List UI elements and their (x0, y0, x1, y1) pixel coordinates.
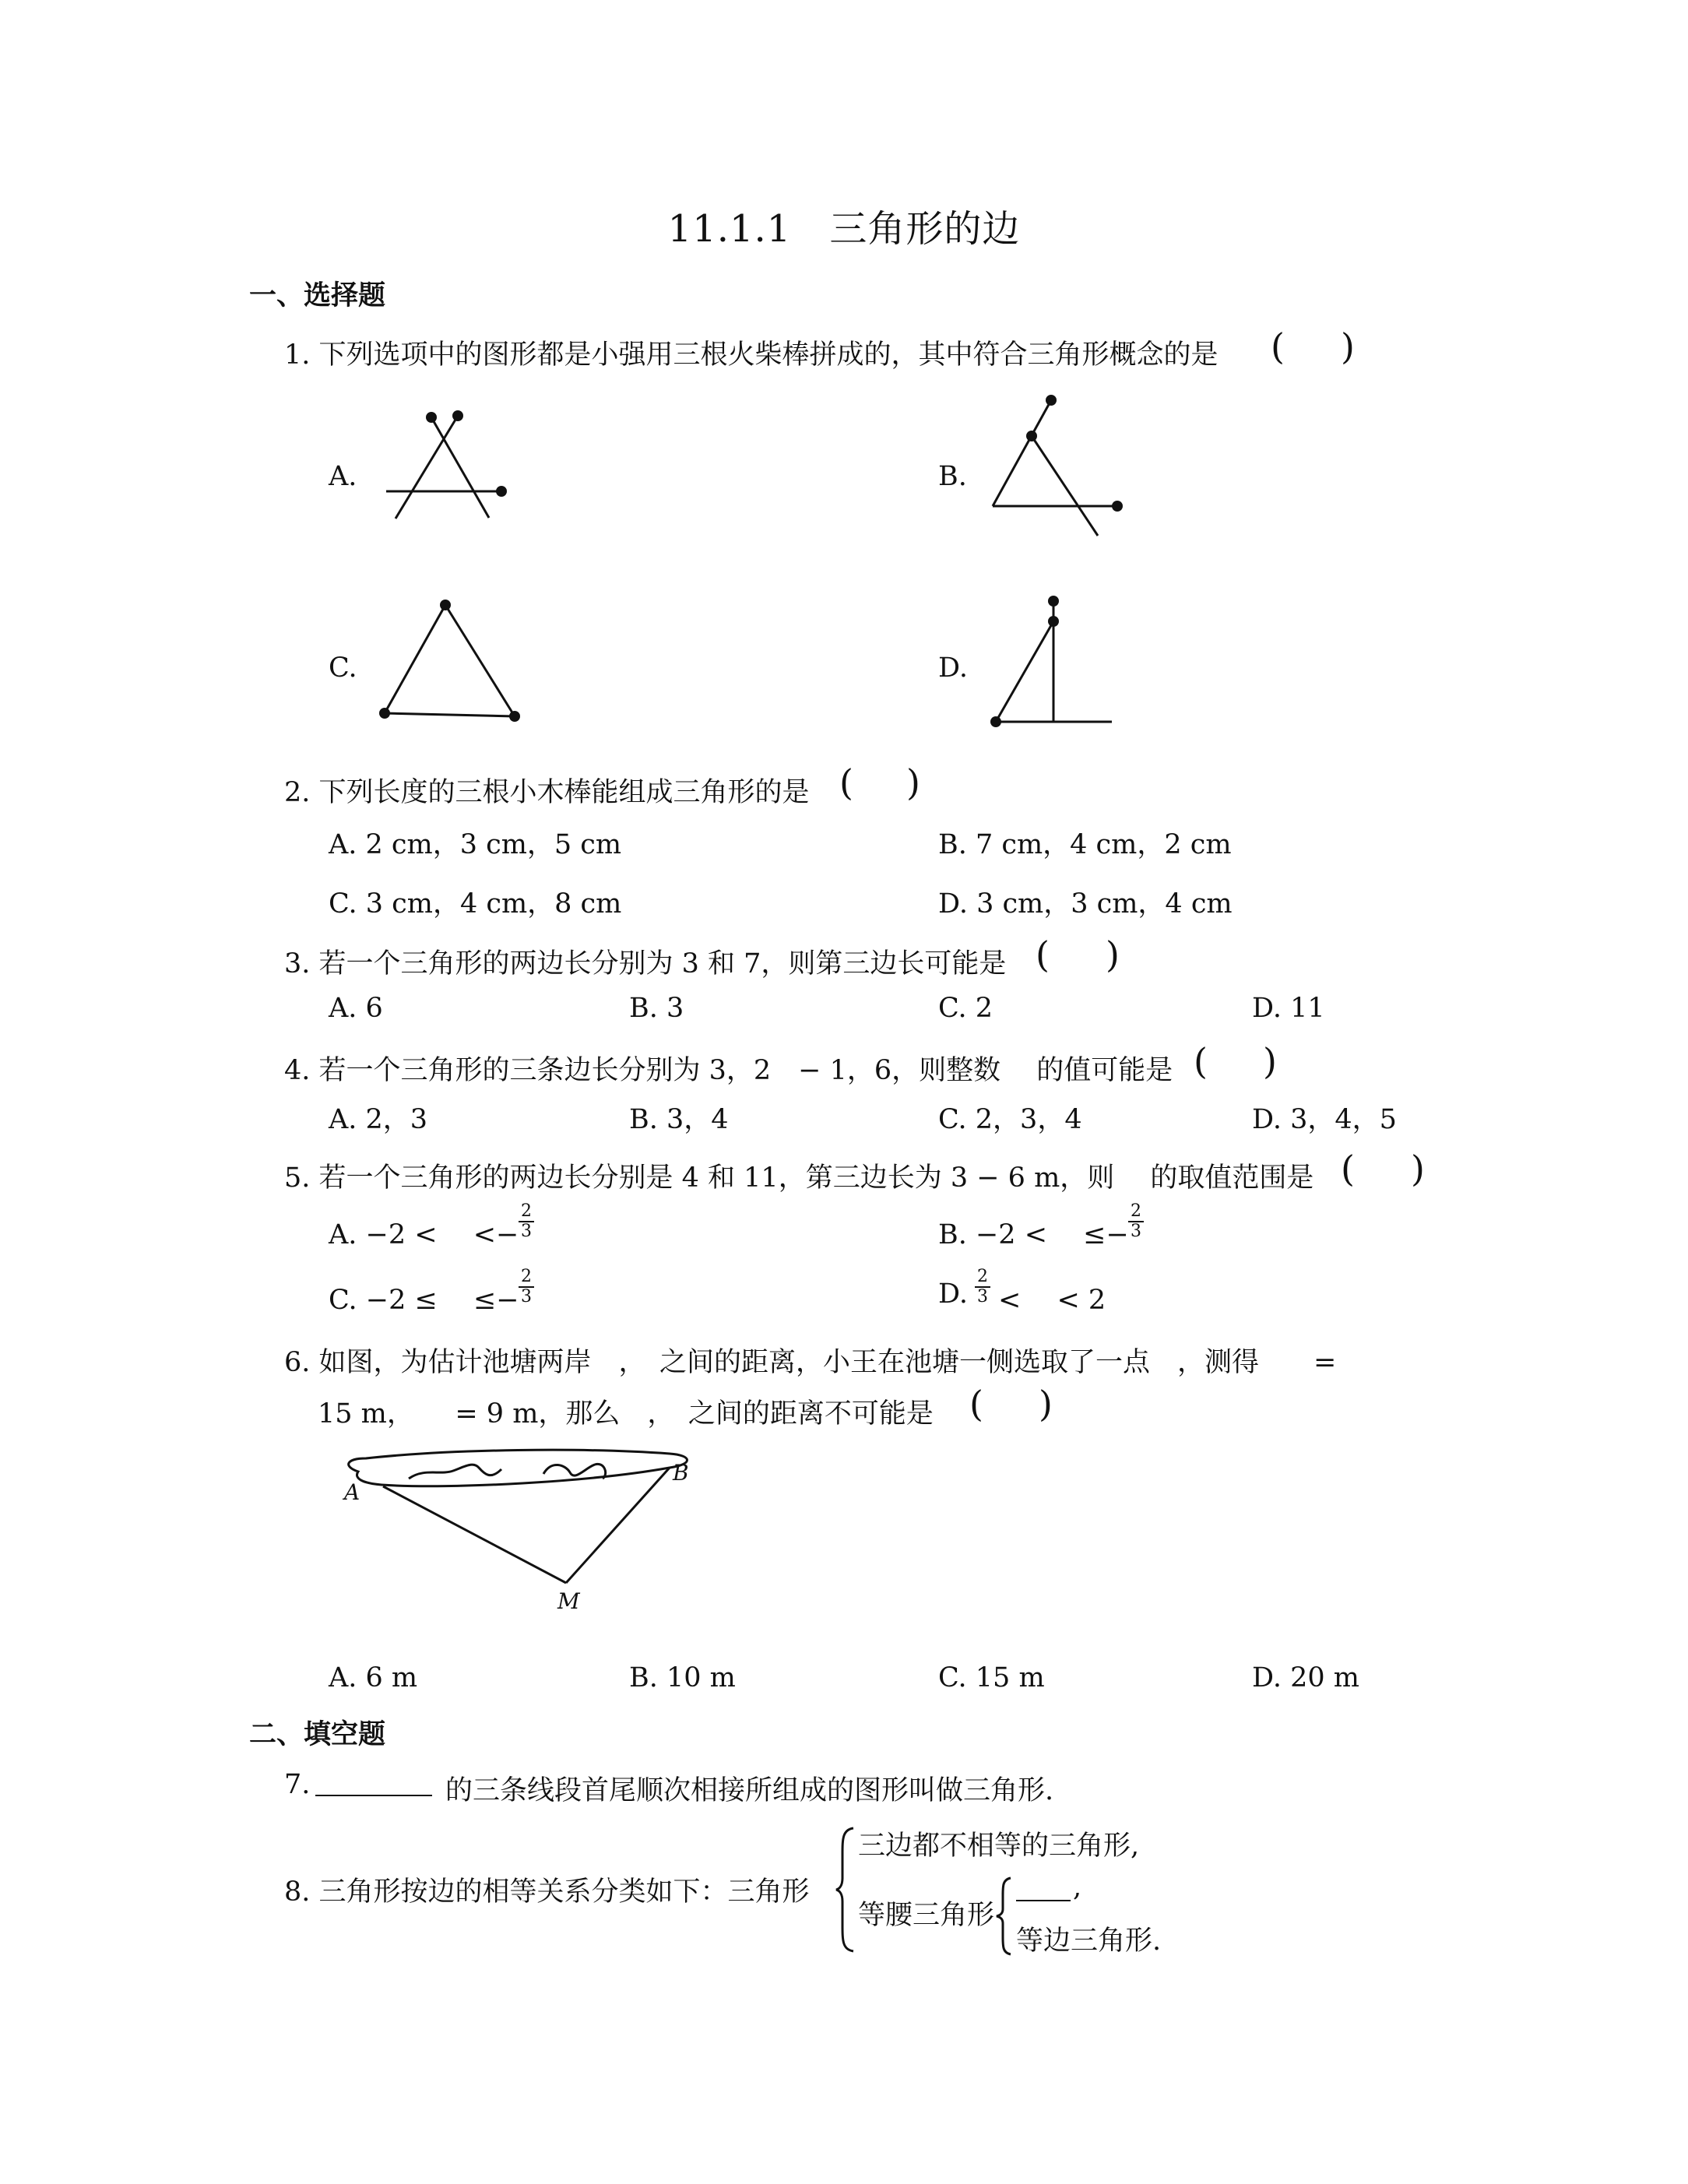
q3-option-a: A. 6 (329, 993, 383, 1024)
q5-option-d-suffix: < < 2 (998, 1285, 1106, 1316)
q1-figure-a (374, 405, 514, 529)
q4-option-b: B. 3，4 (629, 1104, 729, 1135)
q8-row-equilateral: 等边三角形. (1016, 1926, 1162, 1957)
question-5-stem: 5. 若一个三角形的两边长分别是 4 和 11，第三边长为 3 − 6 m，则 的取值范围是 (284, 1162, 1314, 1194)
q8-row-scalene: 三边都不相等的三角形, (858, 1831, 1140, 1862)
classification-brace-outer (835, 1824, 858, 1956)
q5-option-a: A. −2 < <− (329, 1219, 519, 1250)
question-7-number: 7. (284, 1769, 311, 1800)
q1-option-c-label: C. (329, 652, 357, 684)
question-6-stem-line1: 6. 如图，为估计池塘两岸 ， 之间的距离，小王在池塘一侧选取了一点 ，测得 = (284, 1347, 1337, 1378)
q2-option-a: A. 2 cm，3 cm，5 cm (329, 829, 622, 860)
q5-option-c-fraction: $\frac{2}{3}$ (519, 1268, 534, 1307)
q7-answer-blank (315, 1771, 432, 1796)
answer-paren-close: ) (1039, 1383, 1053, 1425)
answer-paren-open: ( (1271, 325, 1285, 368)
answer-paren-close: ) (906, 761, 920, 804)
q6-option-c: C. 15 m (938, 1662, 1045, 1693)
question-6-stem-line2: 15 m， = 9 m，那么 ， 之间的距离不可能是 (318, 1398, 934, 1430)
q5-option-b: B. −2 < ≤− (938, 1219, 1129, 1250)
section-heading-fill: 二、填空题 (249, 1719, 386, 1750)
q3-option-b: B. 3 (629, 993, 684, 1024)
question-3-stem: 3. 若一个三角形的两边长分别为 3 和 7，则第三边长可能是 (284, 948, 1007, 979)
q2-option-b: B. 7 cm，4 cm，2 cm (938, 829, 1232, 860)
q6-option-a: A. 6 m (329, 1662, 418, 1693)
q4-option-c: C. 2，3，4 (938, 1104, 1082, 1135)
q8-answer-blank (1016, 1876, 1071, 1901)
q1-figure-c (374, 592, 529, 732)
q5-option-a-fraction: $\frac{2}{3}$ (519, 1202, 534, 1241)
q2-option-d: D. 3 cm，3 cm，4 cm (938, 888, 1233, 920)
point-b-label: B (673, 1460, 689, 1486)
section-heading-choice: 一、选择题 (249, 280, 386, 311)
q1-option-d-label: D. (938, 652, 968, 684)
q1-figure-d (985, 592, 1125, 732)
answer-paren-close: ) (1106, 934, 1120, 976)
answer-paren-open: ( (1194, 1040, 1208, 1082)
q5-option-d-fraction: $\frac{2}{3}$ (975, 1268, 990, 1307)
q5-option-b-fraction: $\frac{2}{3}$ (1128, 1202, 1144, 1241)
page-title: 11.1.1 三角形的边 (667, 207, 1021, 251)
q1-option-b-label: B. (938, 461, 967, 492)
q3-option-c: C. 2 (938, 993, 993, 1024)
q4-option-d: D. 3，4，5 (1252, 1104, 1397, 1135)
question-2-stem: 2. 下列长度的三根小木棒能组成三角形的是 (284, 777, 810, 808)
q8-blank-comma: , (1073, 1872, 1082, 1903)
q6-option-b: B. 10 m (629, 1662, 736, 1693)
answer-paren-open: ( (1036, 934, 1050, 976)
q8-row-isosceles: 等腰三角形 (858, 1900, 995, 1931)
q2-option-c: C. 3 cm，4 cm，8 cm (329, 888, 622, 920)
point-m-label: M (557, 1588, 580, 1614)
classification-brace-inner (995, 1875, 1015, 1957)
question-1-stem: 1. 下列选项中的图形都是小强用三根火柴棒拼成的，其中符合三角形概念的是 (284, 339, 1219, 371)
q4-option-a: A. 2，3 (329, 1104, 428, 1135)
question-4-stem: 4. 若一个三角形的三条边长分别为 3，2 − 1，6，则整数 的值可能是 (284, 1055, 1173, 1086)
q1-figure-b (977, 389, 1141, 545)
answer-paren-close: ) (1341, 325, 1355, 368)
answer-paren-open: ( (1341, 1148, 1355, 1190)
answer-paren-open: ( (839, 761, 853, 804)
pond-figure (335, 1444, 701, 1623)
answer-paren-close: ) (1263, 1040, 1277, 1082)
q5-option-c: C. −2 ≤ ≤− (329, 1285, 519, 1316)
point-a-label: A (344, 1479, 360, 1505)
q3-option-d: D. 11 (1252, 993, 1325, 1024)
q5-option-d-prefix: D. (938, 1278, 968, 1310)
answer-paren-open: ( (969, 1383, 983, 1425)
q6-option-d: D. 20 m (1252, 1662, 1359, 1693)
question-8-stem: 8. 三角形按边的相等关系分类如下：三角形 (284, 1876, 810, 1908)
answer-paren-close: ) (1411, 1148, 1425, 1190)
question-7-text: 的三条线段首尾顺次相接所组成的图形叫做三角形. (445, 1775, 1054, 1806)
q1-option-a-label: A. (329, 461, 357, 492)
